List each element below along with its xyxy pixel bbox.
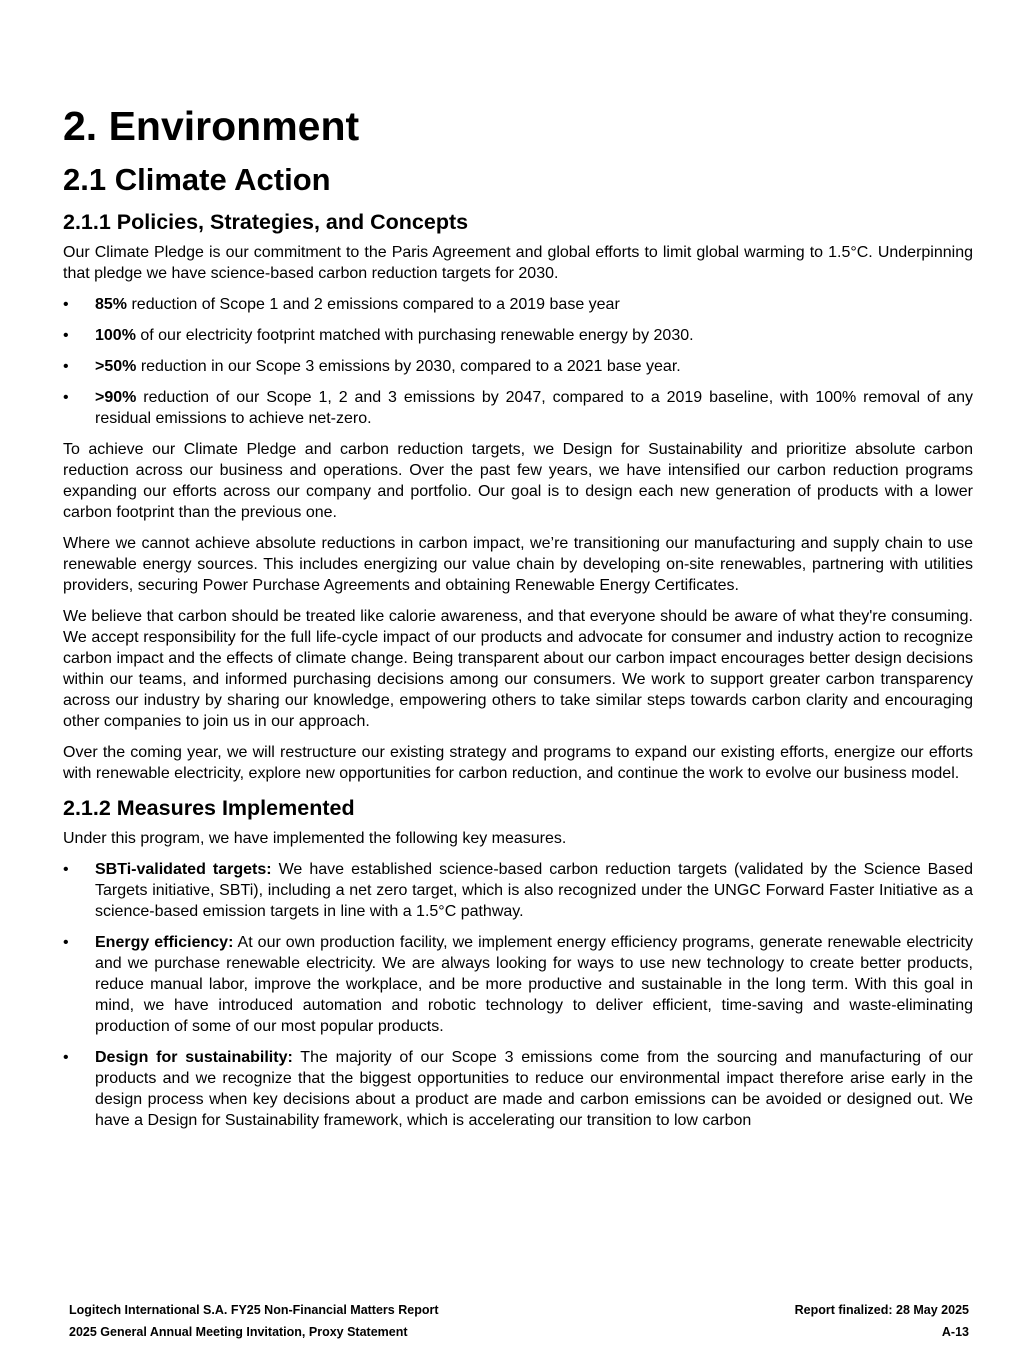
item-text: reduction of Scope 1 and 2 emissions compared to a 2019 base year <box>127 296 620 313</box>
targets-list <box>63 294 973 429</box>
bullet-icon: • <box>63 327 69 344</box>
paragraph: Where we cannot achieve absolute reductions in carbon impact, we’re transitioning our manufacturing and supply chain to use renewable energy sources. This includes energizing our value chain by developing on-site renewables, partnering with utilities providers, securing Power Purchase Agreements and obtaining Renewable Energy Certificates. <box>63 535 973 594</box>
item-text: reduction in our Scope 3 emissions by 2030, compared to a 2021 base year. <box>136 358 681 375</box>
list-item <box>63 387 973 429</box>
bold-lead: 100% <box>95 327 136 344</box>
list-item <box>63 294 973 315</box>
bold-lead: 85% <box>95 296 128 313</box>
paragraph: To achieve our Climate Pledge and carbon reduction targets, we Design for Sustainability and prioritize absolute carbon reduction across our business and operations. Over the past few years, we have intensified our carbon reduction programs expanding our efforts across our company and portfolio. Our goal is to design each new generation of products with a lower carbon footprint than the previous one. <box>63 441 973 521</box>
heading-measures: 2.1.2 Measures Implemented <box>63 796 355 820</box>
section-title: 2. Environment <box>63 103 360 149</box>
paragraph: Our Climate Pledge is our commitment to the Paris Agreement and global efforts to limit global warming to 1.5°C. Underpinning that pledge we have science-based carbon reduction targets for 2030. <box>63 244 973 282</box>
item-text: We have established science-based carbon reduction targets (validated by the Science Based Targets initiative, SBTi), including a net zero target, which is also recognized under the UNGC Forward Faster Initiative as a science-based emission targets in line with a 1.5°C pathway. <box>95 861 974 920</box>
item-text: At our own production facility, we implement energy efficiency programs, generate renewable electricity and we purchase renewable electricity. We are always looking for ways to use new technology to create better products, reduce manual labor, improve the workplace, and be more productive and sustainable in the long term. With this goal in mind, we have introduced automation and robotic technology to deliver efficient, time-saving and waste-eliminating production of some of our most popular products. <box>95 934 974 1035</box>
item-text: The majority of our Scope 3 emissions come from the sourcing and manufacturing of our products and we recognize that the biggest opportunities to reduce our environmental impact therefore arise early in the design process when key decisions about a product are made and carbon emissions can be avoided or designed out. We have a Design for Sustainability framework, which is accelerating our transition to low carbon <box>95 1049 974 1129</box>
list-item <box>63 325 973 346</box>
subsection-title: 2.1 Climate Action <box>63 162 331 197</box>
page-number: A-13 <box>941 1325 969 1339</box>
bullet-icon: • <box>63 1049 69 1066</box>
paragraph: We believe that carbon should be treated like calorie awareness, and that everyone should be aware of what they're consuming. We accept responsibility for the full life-cycle impact of our products and advocate for consumer and industry action to recognize carbon impact and the effects of climate change. Being transparent about our carbon impact encourages better design decisions within our teams, and informed purchasing decisions among our consumers. We work to support greater carbon transparency across our industry by sharing our knowledge, empowering others to take similar steps towards carbon clarity and encouraging other companies to join us in our approach. <box>63 608 973 730</box>
footer-report-title: Logitech International S.A. FY25 Non-Financial Matters Report <box>69 1303 439 1317</box>
bullet-icon: • <box>63 861 69 878</box>
bold-lead: Design for sustainability: <box>95 1049 293 1066</box>
bullet-icon: • <box>63 389 69 406</box>
list-item <box>63 1047 973 1131</box>
list-item <box>63 932 973 1037</box>
bold-lead: >90% <box>95 389 137 406</box>
page-footer <box>69 1299 969 1343</box>
heading-policies: 2.1.1 Policies, Strategies, and Concepts <box>63 210 469 234</box>
bold-lead: Energy efficiency: <box>95 934 234 951</box>
paragraph: Over the coming year, we will restructure our existing strategy and programs to expand our existing efforts, energize our efforts with renewable electricity, explore new opportunities for carbon reduction, and continue the work to evolve our business model. <box>63 744 973 782</box>
list-item <box>63 859 973 922</box>
measures-list <box>63 859 973 1131</box>
list-item <box>63 356 973 377</box>
footer-document-title: 2025 General Annual Meeting Invitation, Proxy Statement <box>69 1325 408 1339</box>
bold-lead: SBTi-validated targets: <box>95 861 272 878</box>
bullet-icon: • <box>63 296 69 313</box>
page-content <box>63 100 973 1141</box>
bullet-icon: • <box>63 358 69 375</box>
item-text: reduction of our Scope 1, 2 and 3 emissions by 2047, compared to a 2019 baseline, with 100% removal of any residual emissions to achieve net-zero. <box>95 389 973 427</box>
bold-lead: >50% <box>95 358 137 375</box>
footer-finalized-date: Report finalized: 28 May 2025 <box>794 1303 969 1317</box>
paragraph: Under this program, we have implemented the following key measures. <box>63 830 567 847</box>
bullet-icon: • <box>63 934 69 951</box>
item-text: of our electricity footprint matched with purchasing renewable energy by 2030. <box>135 327 694 344</box>
